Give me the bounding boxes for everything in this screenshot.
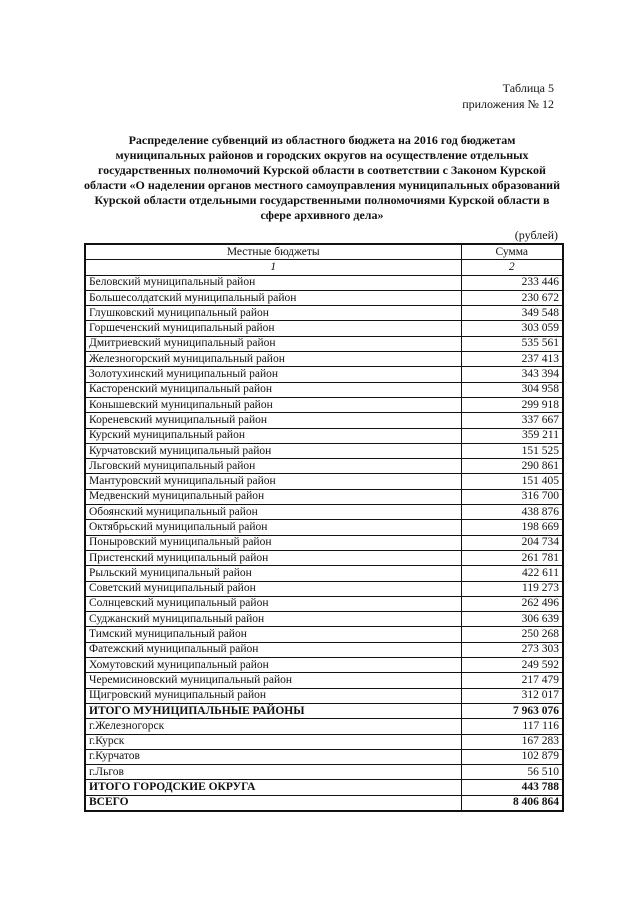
table-row <box>85 535 563 550</box>
table-row <box>85 734 563 749</box>
table-row <box>85 367 563 382</box>
amount-cell: 250 268 <box>461 627 563 642</box>
amount-cell: 316 700 <box>461 489 563 504</box>
table-row <box>85 719 563 734</box>
budget-name-cell: Большесолдатский муниципальный район <box>85 290 461 305</box>
budget-name-cell: Золотухинский муниципальный район <box>85 367 461 382</box>
budget-name-cell: Советский муниципальный район <box>85 581 461 596</box>
budget-name-cell: Дмитриевский муниципальный район <box>85 336 461 351</box>
amount-cell: 299 918 <box>461 397 563 412</box>
table-row <box>85 749 563 764</box>
budget-name-cell: Мантуровский муниципальный район <box>85 474 461 489</box>
budget-name-cell: Медвенский муниципальный район <box>85 489 461 504</box>
budget-name-cell: Горшеченский муниципальный район <box>85 321 461 336</box>
column-header-budgets: Местные бюджеты <box>85 244 461 260</box>
budget-name-cell: Поныровский муниципальный район <box>85 535 461 550</box>
amount-cell: 151 405 <box>461 474 563 489</box>
budget-name-cell: ВСЕГО <box>85 795 461 811</box>
budget-name-cell: Касторенский муниципальный район <box>85 382 461 397</box>
table-row <box>85 428 563 443</box>
budget-name-cell: Обоянский муниципальный район <box>85 505 461 520</box>
amount-cell: 237 413 <box>461 352 563 367</box>
budget-name-cell: Щигровский муниципальный район <box>85 688 461 703</box>
amount-cell: 290 861 <box>461 459 563 474</box>
table-row <box>85 336 563 351</box>
table-row <box>85 658 563 673</box>
budget-name-cell: Черемисиновский муниципальный район <box>85 673 461 688</box>
budget-name-cell: Солнцевский муниципальный район <box>85 596 461 611</box>
budget-name-cell: Беловский муниципальный район <box>85 275 461 290</box>
table-total-row <box>85 703 563 718</box>
document-title: Распределение субвенций из областного бюджета на 2016 год бюджетам муниципальных районов и городских округов на осуществление отдельных государственных полномочий Курской области в соответствии с Законом Курской области «О наделении органов местного самоуправления муниципальных образований Курской области отдельными государственными полномочиями Курской области в сфере архивного дела» <box>83 133 561 222</box>
table-row <box>85 275 563 290</box>
amount-cell: 422 611 <box>461 566 563 581</box>
amount-cell: 167 283 <box>461 734 563 749</box>
table-row <box>85 321 563 336</box>
table-row <box>85 474 563 489</box>
table-row <box>85 459 563 474</box>
appendix-reference: приложения № 12 <box>462 97 554 111</box>
column-header-amount: Сумма <box>461 244 563 260</box>
amount-cell: 119 273 <box>461 581 563 596</box>
table-row <box>85 612 563 627</box>
table-row <box>85 352 563 367</box>
budget-name-cell: ИТОГО МУНИЦИПАЛЬНЫЕ РАЙОНЫ <box>85 703 461 718</box>
budget-name-cell: г.Курчатов <box>85 749 461 764</box>
table-row <box>85 581 563 596</box>
budget-name-cell: г.Курск <box>85 734 461 749</box>
amount-cell: 443 788 <box>461 780 563 795</box>
table-total-row <box>85 780 563 795</box>
budget-name-cell: Рыльский муниципальный район <box>85 566 461 581</box>
amount-cell: 7 963 076 <box>461 703 563 718</box>
table-row <box>85 443 563 458</box>
table-total-row <box>85 795 563 811</box>
amount-cell: 306 639 <box>461 612 563 627</box>
amount-cell: 262 496 <box>461 596 563 611</box>
budget-name-cell: Хомутовский муниципальный район <box>85 658 461 673</box>
amount-cell: 8 406 864 <box>461 795 563 811</box>
budget-name-cell: Тимский муниципальный район <box>85 627 461 642</box>
table-row <box>85 505 563 520</box>
amount-cell: 56 510 <box>461 765 563 780</box>
budget-name-cell: Конышевский муниципальный район <box>85 397 461 412</box>
budget-name-cell: Курский муниципальный район <box>85 428 461 443</box>
unit-label: (рублей) <box>514 228 558 242</box>
table-header-row <box>85 244 563 260</box>
table-row <box>85 382 563 397</box>
amount-cell: 337 667 <box>461 413 563 428</box>
table-row <box>85 765 563 780</box>
amount-cell: 304 958 <box>461 382 563 397</box>
amount-cell: 261 781 <box>461 550 563 565</box>
amount-cell: 359 211 <box>461 428 563 443</box>
amount-cell: 312 017 <box>461 688 563 703</box>
amount-cell: 230 672 <box>461 290 563 305</box>
table-row <box>85 550 563 565</box>
table-row <box>85 397 563 412</box>
table-row <box>85 688 563 703</box>
budget-name-cell: Льговский муниципальный район <box>85 459 461 474</box>
budget-name-cell: Кореневский муниципальный район <box>85 413 461 428</box>
table-caption: Таблица 5 <box>502 81 554 95</box>
budget-name-cell: Глушковский муниципальный район <box>85 306 461 321</box>
amount-cell: 233 446 <box>461 275 563 290</box>
amount-cell: 117 116 <box>461 719 563 734</box>
budget-name-cell: г.Железногорск <box>85 719 461 734</box>
table-row <box>85 596 563 611</box>
amount-cell: 273 303 <box>461 642 563 657</box>
table-row <box>85 520 563 535</box>
table-row <box>85 566 563 581</box>
column-number-row <box>85 260 563 275</box>
table-row <box>85 627 563 642</box>
subsidy-table <box>84 243 564 812</box>
column-number-2: 2 <box>461 260 563 275</box>
amount-cell: 217 479 <box>461 673 563 688</box>
column-number-1: 1 <box>85 260 461 275</box>
table-row <box>85 489 563 504</box>
amount-cell: 198 669 <box>461 520 563 535</box>
table-body <box>85 275 563 811</box>
table-row <box>85 306 563 321</box>
amount-cell: 343 394 <box>461 367 563 382</box>
table-row <box>85 642 563 657</box>
amount-cell: 303 059 <box>461 321 563 336</box>
amount-cell: 151 525 <box>461 443 563 458</box>
budget-name-cell: Железногорский муниципальный район <box>85 352 461 367</box>
amount-cell: 438 876 <box>461 505 563 520</box>
budget-name-cell: Суджанский муниципальный район <box>85 612 461 627</box>
budget-name-cell: ИТОГО ГОРОДСКИЕ ОКРУГА <box>85 780 461 795</box>
table-row <box>85 290 563 305</box>
amount-cell: 204 734 <box>461 535 563 550</box>
budget-name-cell: г.Льгов <box>85 765 461 780</box>
budget-name-cell: Пристенский муниципальный район <box>85 550 461 565</box>
amount-cell: 249 592 <box>461 658 563 673</box>
amount-cell: 535 561 <box>461 336 563 351</box>
table-row <box>85 413 563 428</box>
table-row <box>85 673 563 688</box>
amount-cell: 349 548 <box>461 306 563 321</box>
budget-name-cell: Октябрьский муниципальный район <box>85 520 461 535</box>
amount-cell: 102 879 <box>461 749 563 764</box>
budget-name-cell: Курчатовский муниципальный район <box>85 443 461 458</box>
budget-name-cell: Фатежский муниципальный район <box>85 642 461 657</box>
